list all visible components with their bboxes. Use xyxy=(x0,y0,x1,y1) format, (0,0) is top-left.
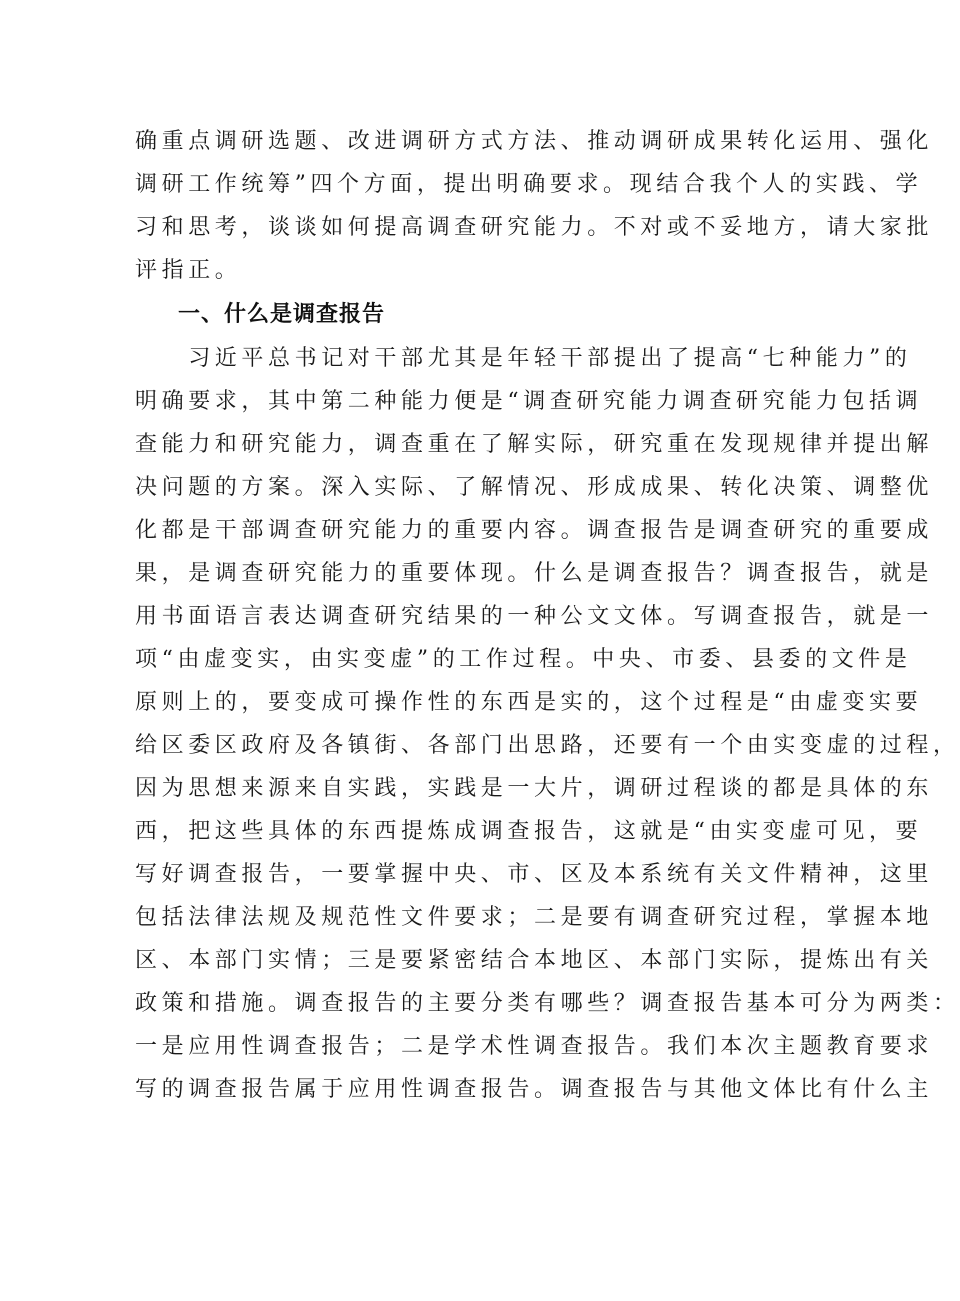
text-line: 果，是调查研究能力的重要体现。什么是调查报告？调查报告，就是 xyxy=(135,561,934,586)
text-line: 写的调查报告属于应用性调查报告。调查报告与其他文体比有什么主 xyxy=(135,1077,934,1102)
text-line: 调研工作统筹”四个方面，提出明确要求。现结合我个人的实践、学 xyxy=(135,172,923,197)
text-line: 包括法律法规及规范性文件要求；二是要有调查研究过程，掌握本地 xyxy=(135,905,934,930)
text-line: 西，把这些具体的东西提炼成调查报告，这就是“由实变虚可见，要 xyxy=(135,819,923,844)
text-line: 决问题的方案。深入实际、了解情况、形成成果、转化决策、调整优 xyxy=(135,475,934,500)
text-line: 查能力和研究能力，调查重在了解实际，研究重在发现规律并提出解 xyxy=(135,432,934,457)
text-line: 政策和措施。调查报告的主要分类有哪些？调查报告基本可分为两类： xyxy=(135,991,960,1016)
text-line: 明确要求，其中第二种能力便是“调查研究能力调查研究能力包括调 xyxy=(135,389,923,414)
text-line: 一是应用性调查报告；二是学术性调查报告。我们本次主题教育要求 xyxy=(135,1034,934,1059)
text-line: 因为思想来源来自实践，实践是一大片，调研过程谈的都是具体的东 xyxy=(135,776,934,801)
section-heading: 一、什么是调查报告 xyxy=(178,302,386,327)
text-line: 用书面语言表达调查研究结果的一种公文文体。写调查报告，就是一 xyxy=(135,604,934,629)
text-line: 习近平总书记对干部尤其是年轻干部提出了提高“七种能力”的 xyxy=(135,346,912,371)
text-line: 确重点调研选题、改进调研方式方法、推动调研成果转化运用、强化 xyxy=(135,129,934,154)
intro-paragraph xyxy=(135,120,934,292)
text-line: 原则上的，要变成可操作性的东西是实的，这个过程是“由虚变实要 xyxy=(135,690,923,715)
body-paragraph xyxy=(135,337,960,1111)
text-line: 习和思考，谈谈如何提高调查研究能力。不对或不妥地方，请大家批 xyxy=(135,215,934,240)
text-line: 项“由虚变实，由实变虚”的工作过程。中央、市委、县委的文件是 xyxy=(135,647,912,672)
text-line: 化都是干部调查研究能力的重要内容。调查报告是调查研究的重要成 xyxy=(135,518,934,543)
text-line: 评指正。 xyxy=(135,258,242,283)
text-line: 给区委区政府及各镇街、各部门出思路，还要有一个由实变虚的过程， xyxy=(135,733,960,758)
text-line: 写好调查报告，一要掌握中央、市、区及本系统有关文件精神，这里 xyxy=(135,862,934,887)
text-line: 区、本部门实情；三是要紧密结合本地区、本部门实际，提炼出有关 xyxy=(135,948,934,973)
